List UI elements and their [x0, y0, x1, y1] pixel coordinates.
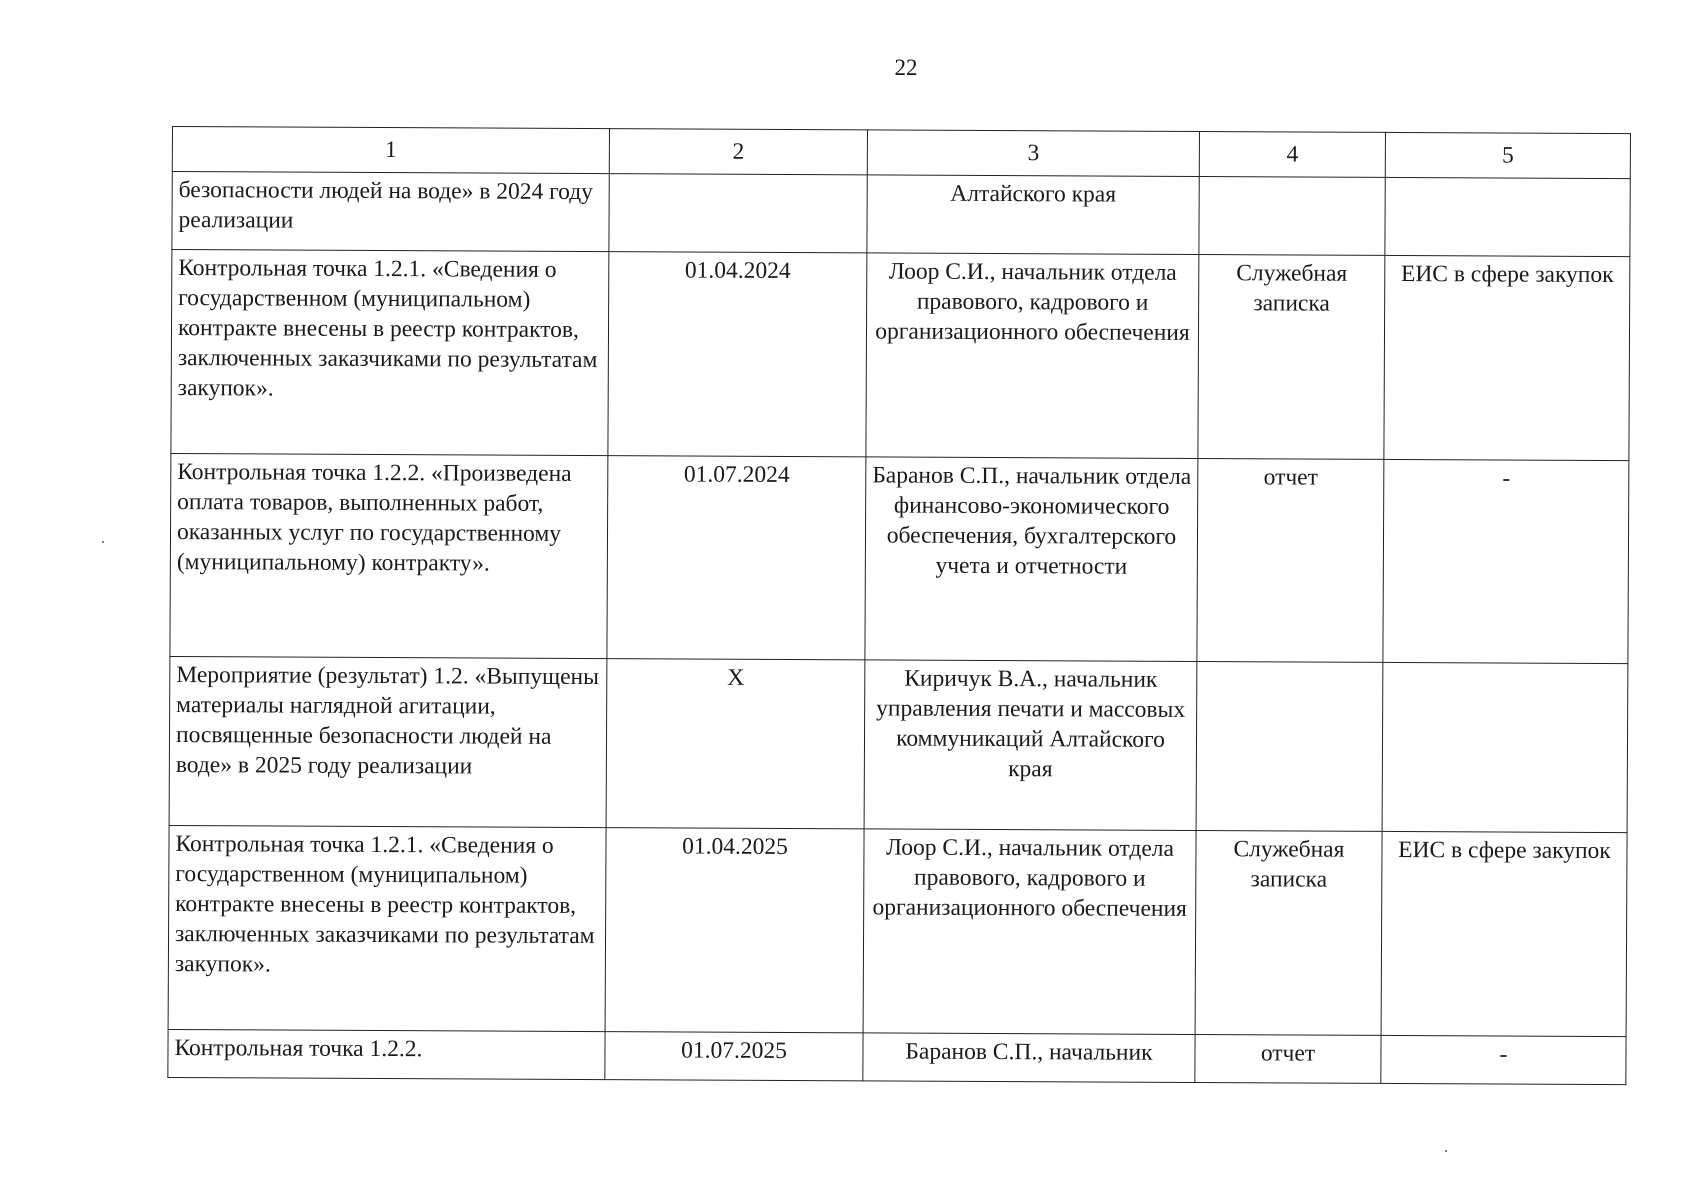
- header-cell-5: 5: [1385, 132, 1630, 178]
- responsible-cell: Алтайского края: [867, 175, 1199, 255]
- document-type-cell: отчет: [1195, 1035, 1381, 1084]
- responsible-cell: Баранов С.П., начальник отдела финансово-экономического обеспечения, бухгалтерского учета и отчетности: [865, 457, 1198, 662]
- responsible-cell: Баранов С.П., начальник: [863, 1033, 1195, 1083]
- responsible-cell: Киричук В.А., начальник управления печати и массовых коммуникаций Алтайского края: [864, 660, 1197, 831]
- responsible-cell: Лоор С.И., начальник отдела правового, кадрового и организационного обеспечения: [863, 829, 1196, 1035]
- control-point-cell: Контрольная точка 1.2.2.: [168, 1029, 605, 1079]
- date-cell: X: [606, 659, 865, 829]
- plan-table: [167, 126, 1631, 1085]
- page-number: 22: [894, 55, 918, 80]
- event-name-cell: безопасности людей на воде» в 2024 году реализации: [172, 172, 609, 252]
- document-type-cell: отчет: [1197, 459, 1384, 663]
- table-row: [169, 656, 1628, 832]
- table-row: [168, 825, 1627, 1036]
- header-cell-4: 4: [1199, 132, 1385, 178]
- event-name-cell: Мероприятие (результат) 1.2. «Выпущены материалы наглядной агитации, посвященные безопасности людей на воде» в 2025 году реализации: [169, 656, 607, 827]
- date-cell: [609, 174, 867, 253]
- document-type-cell: Служебная записка: [1195, 831, 1382, 1036]
- scan-speck: [1445, 1150, 1447, 1152]
- document-type-cell: [1199, 177, 1385, 256]
- info-system-cell: ЕИС в сфере закупок: [1384, 255, 1630, 460]
- control-point-cell: Контрольная точка 1.2.1. «Сведения о государственном (муниципальном) контракте внесены в реестр контрактов, заключенных заказчиками по результатам закупок».: [168, 825, 606, 1031]
- table-row: [172, 172, 1630, 257]
- info-system-cell: -: [1381, 1035, 1626, 1084]
- date-cell: 01.07.2024: [607, 456, 866, 660]
- date-cell: 01.04.2025: [605, 828, 864, 1033]
- table-row: [170, 453, 1629, 663]
- table-row: [168, 1029, 1626, 1084]
- header-cell-3: 3: [867, 130, 1199, 177]
- date-cell: 01.04.2024: [608, 252, 867, 457]
- document-type-cell: [1196, 662, 1383, 832]
- control-point-cell: Контрольная точка 1.2.2. «Произведена оплата товаров, выполненных работ, оказанных услуг по государственному (муниципальному) контракту».: [170, 453, 608, 658]
- header-cell-1: 1: [172, 127, 609, 174]
- table-header-row: [172, 127, 1630, 179]
- table-row: [171, 250, 1630, 461]
- document-type-cell: Служебная записка: [1198, 255, 1385, 460]
- scan-speck: [102, 541, 104, 543]
- info-system-cell: -: [1383, 459, 1629, 663]
- responsible-cell: Лоор С.И., начальник отдела правового, кадрового и организационного обеспечения: [866, 253, 1199, 459]
- control-point-cell: Контрольная точка 1.2.1. «Сведения о государственном (муниципальном) контракте внесены в реестр контрактов, заключенных заказчиками по результатам закупок».: [171, 250, 609, 456]
- header-cell-2: 2: [609, 129, 867, 175]
- info-system-cell: ЕИС в сфере закупок: [1381, 831, 1627, 1036]
- date-cell: 01.07.2025: [605, 1032, 863, 1081]
- info-system-cell: [1382, 662, 1628, 832]
- info-system-cell: [1385, 177, 1630, 256]
